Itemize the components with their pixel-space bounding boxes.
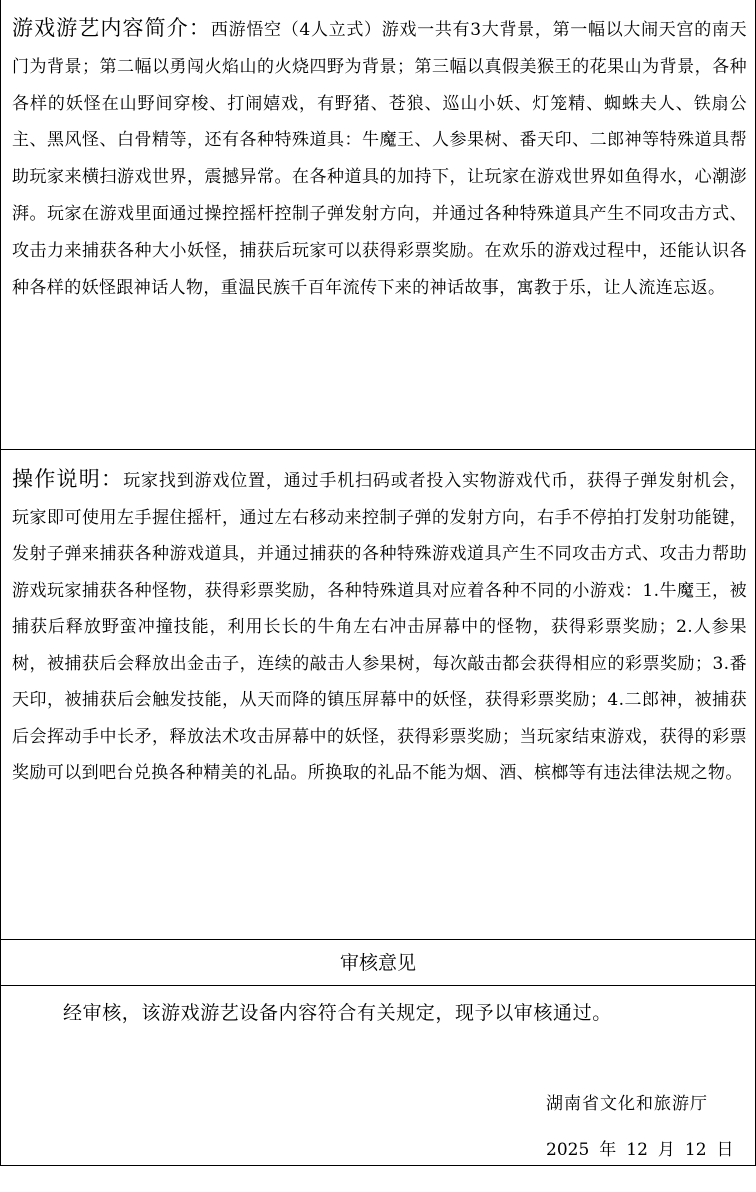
operation-text: 玩家找到游戏位置，通过手机扫码或者投入实物游戏代币，获得子弹发射机会，玩家即可使用左手握住摇杆，通过左右移动来控制子弹的发射方向，右手不停拍打发射功能键，发射子弹来捕获各种游戏道具，并通过捕获的各种特殊游戏道具产生不同攻击方式、攻击力帮助游戏玩家捕获各种怪物，获得彩票奖励，各种特殊道具对应着各种不同的小游戏：1.牛魔王，被捕获后释放野蛮冲撞技能，利用长长的牛角左右冲击屏幕中的怪物，获得彩票奖励；2.人参果树，被捕获后会释放出金击子，连续的敲击人参果树，每次敲击都会获得相应的彩票奖励；3.番天印，被捕获后会触发技能，从天而降的镇压屏幕中的妖怪，获得彩票奖励；4.二郎神，被捕获后会挥动手中长矛，释放法术攻击屏幕中的妖怪，获得彩票奖励；当玩家结束游戏，获得的彩票奖励可以到吧台兑换各种精美的礼品。所换取的礼品不能为烟、酒、槟榔等有违法律法规之物。 (12, 471, 748, 783)
date-day: 12 (684, 1140, 707, 1160)
review-heading-cell (1, 940, 755, 986)
intro-section (1, 0, 755, 450)
date-month: 12 (626, 1140, 648, 1160)
review-opinion: 经审核，该游戏游艺设备内容符合有关规定，现予以审核通过。 (63, 1002, 612, 1024)
review-body-cell (1, 986, 755, 1166)
date-year: 2025 (546, 1140, 590, 1160)
intro-paragraph (12, 10, 747, 306)
review-date (546, 1135, 734, 1160)
operation-section (1, 450, 755, 940)
operation-label: 操作说明： (12, 467, 124, 491)
review-authority: 湖南省文化和旅游厅 (546, 1094, 708, 1114)
review-heading: 审核意见 (339, 952, 416, 974)
operation-paragraph (12, 461, 747, 792)
intro-label: 游戏游艺内容简介： (12, 16, 211, 40)
intro-text: 西游悟空（4人立式）游戏一共有3大背景，第一幅以大闹天宫的南天门为背景；第二幅以勇闯火焰山的火烧四野为背景；第三幅以真假美猴王的花果山为背景，各种各样的妖怪在山野间穿梭、打闹嬉戏，有野猪、苍狼、巡山小妖、灯笼精、蜘蛛夫人、铁扇公主、黑风怪、白骨精等，还有各种特殊道具：牛魔王、人参果树、番天印、二郎神等特殊道具帮助玩家来横扫游戏世界，震撼异常。在各种道具的加持下，让玩家在游戏世界如鱼得水，心潮澎湃。玩家在游戏里面通过操控摇杆控制子弹发射方向，并通过各种特殊道具产生不同攻击方式、攻击力来捕获各种大小妖怪，捕获后玩家可以获得彩票奖励。在欢乐的游戏过程中，还能认识各种各样的妖怪跟神话人物，重温民族千百年流传下来的神话故事，寓教于乐，让人流连忘返。 (12, 20, 748, 298)
date-day-unit: 日 (716, 1140, 734, 1160)
date-year-unit: 年 (599, 1140, 617, 1160)
date-month-unit: 月 (657, 1140, 675, 1160)
